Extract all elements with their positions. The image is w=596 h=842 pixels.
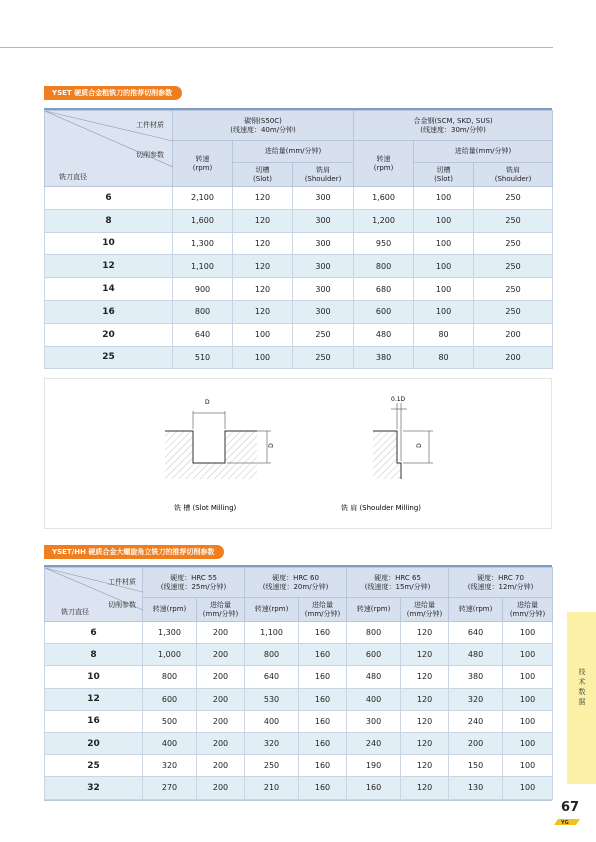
value-cell: 250 — [474, 187, 553, 210]
diameter-cell: 25 — [45, 346, 173, 369]
diameter-cell: 25 — [45, 755, 143, 777]
value-cell: 800 — [173, 300, 233, 323]
diameter-cell: 12 — [45, 688, 143, 710]
table-row — [45, 622, 553, 644]
feed-unit: (mm/分钟) — [406, 609, 443, 618]
table-row — [45, 710, 553, 732]
rpm-header: 转速(rpm) — [449, 598, 503, 622]
shoulder-header — [474, 163, 553, 187]
table-row — [45, 278, 553, 301]
value-cell: 800 — [143, 666, 197, 688]
rpm-header: 转速(rpm) — [143, 598, 197, 622]
table-row — [45, 755, 553, 777]
value-cell: 240 — [449, 710, 503, 732]
value-cell: 250 — [474, 255, 553, 278]
value-cell: 100 — [233, 346, 293, 369]
value-cell: 600 — [347, 644, 401, 666]
group-name: 硬度：HRC 65 — [374, 573, 421, 582]
value-cell: 250 — [474, 209, 553, 232]
value-cell: 480 — [347, 666, 401, 688]
value-cell: 100 — [233, 323, 293, 346]
diameter-cell: 6 — [45, 187, 173, 210]
diameter-cell: 6 — [45, 622, 143, 644]
value-cell: 1,300 — [143, 622, 197, 644]
value-cell: 100 — [503, 710, 553, 732]
value-cell: 100 — [503, 732, 553, 754]
group-header-hrc65 — [347, 568, 449, 598]
group-header-alloy-steel — [354, 111, 553, 141]
value-cell: 200 — [197, 622, 245, 644]
slot-header — [414, 163, 474, 187]
diameter-cell: 16 — [45, 710, 143, 732]
feed-header: 进给量(mm/分钟) — [233, 141, 354, 163]
value-cell: 320 — [245, 732, 299, 754]
feed-unit: (mm/分钟) — [509, 609, 546, 618]
value-cell: 600 — [354, 300, 414, 323]
feed-header — [299, 598, 347, 622]
slot-header — [233, 163, 293, 187]
slot-label: 切槽 — [436, 165, 451, 174]
group-speed: (线速度：25m/分钟) — [160, 582, 227, 591]
value-cell: 100 — [414, 300, 474, 323]
value-cell: 120 — [401, 710, 449, 732]
rpm-header — [173, 141, 233, 187]
slot-caption: 铣 槽 (Slot Milling) — [174, 504, 237, 512]
value-cell: 400 — [143, 732, 197, 754]
rpm-label: 转速 — [195, 154, 210, 163]
value-cell: 120 — [233, 209, 293, 232]
value-cell: 130 — [449, 777, 503, 799]
group-header-hrc60 — [245, 568, 347, 598]
value-cell: 250 — [293, 323, 354, 346]
value-cell: 80 — [414, 346, 474, 369]
slot-label: 切槽 — [255, 165, 270, 174]
diameter-cell: 12 — [45, 255, 173, 278]
table-row — [45, 300, 553, 323]
value-cell: 250 — [293, 346, 354, 369]
table-row — [45, 732, 553, 754]
feed-header: 进给量(mm/分钟) — [414, 141, 553, 163]
group-speed: (线速度：12m/分钟) — [467, 582, 534, 591]
value-cell: 250 — [474, 300, 553, 323]
rpm-unit: (rpm) — [373, 163, 394, 172]
value-cell: 900 — [173, 278, 233, 301]
value-cell: 160 — [299, 644, 347, 666]
shoulder-caption: 铣 肩 (Shoulder Milling) — [341, 504, 422, 512]
value-cell: 120 — [233, 255, 293, 278]
slot-width-label: D — [205, 399, 210, 406]
value-cell: 1,600 — [354, 187, 414, 210]
value-cell: 120 — [401, 622, 449, 644]
value-cell: 200 — [197, 755, 245, 777]
value-cell: 100 — [503, 755, 553, 777]
value-cell: 250 — [474, 278, 553, 301]
group-name: 碳钢(S50C) — [244, 116, 282, 125]
section1-table — [44, 110, 553, 369]
value-cell: 380 — [354, 346, 414, 369]
diameter-cell: 10 — [45, 666, 143, 688]
corner-params: 切削参数 — [136, 151, 164, 159]
table-row — [45, 323, 553, 346]
table-row — [45, 346, 553, 369]
value-cell: 480 — [354, 323, 414, 346]
corner-header — [45, 568, 143, 622]
table-row — [45, 688, 553, 710]
value-cell: 300 — [293, 209, 354, 232]
value-cell: 1,000 — [143, 644, 197, 666]
section2-title: YSET/HH 硬质合金大螺旋角立铣刀的推荐切削参数 — [44, 545, 224, 559]
slot-en: (Slot) — [253, 174, 272, 183]
group-name: 硬度：HRC 70 — [477, 573, 524, 582]
value-cell: 100 — [503, 622, 553, 644]
value-cell: 300 — [293, 278, 354, 301]
feed-unit: (mm/分钟) — [202, 609, 239, 618]
group-name: 合金钢(SCM, SKD, SUS) — [413, 116, 493, 125]
value-cell: 400 — [245, 710, 299, 732]
group-name: 硬度：HRC 55 — [170, 573, 217, 582]
diameter-cell: 14 — [45, 278, 173, 301]
corner-material: 工件材质 — [108, 578, 136, 586]
value-cell: 1,100 — [173, 255, 233, 278]
group-speed: (线速度：40m/分钟) — [230, 125, 296, 134]
shoulder-depth-label: D — [415, 443, 423, 448]
value-cell: 320 — [449, 688, 503, 710]
feed-label: 进给量 — [517, 600, 539, 609]
rpm-header: 转速(rpm) — [245, 598, 299, 622]
value-cell: 80 — [414, 323, 474, 346]
feed-label: 进给量 — [210, 600, 231, 609]
corner-diameter: 铣刀直径 — [61, 608, 89, 616]
value-cell: 200 — [197, 710, 245, 732]
rpm-label: 转速 — [376, 154, 391, 163]
shoulder-milling-drawing — [373, 403, 433, 479]
side-tab-label: 技术数据 — [578, 668, 586, 708]
value-cell: 1,600 — [173, 209, 233, 232]
value-cell: 160 — [347, 777, 401, 799]
table-row — [45, 777, 553, 799]
shoulder-width-label: 0.1D — [391, 396, 406, 403]
value-cell: 300 — [293, 300, 354, 323]
value-cell: 200 — [197, 666, 245, 688]
value-cell: 1,300 — [173, 232, 233, 255]
value-cell: 100 — [503, 644, 553, 666]
value-cell: 640 — [173, 323, 233, 346]
shoulder-en: (Shoulder) — [494, 174, 532, 183]
group-header-hrc70 — [449, 568, 553, 598]
diameter-cell: 8 — [45, 644, 143, 666]
value-cell: 160 — [299, 666, 347, 688]
value-cell: 500 — [143, 710, 197, 732]
shoulder-label: 铣肩 — [316, 165, 331, 174]
value-cell: 300 — [293, 232, 354, 255]
value-cell: 300 — [347, 710, 401, 732]
diameter-cell: 20 — [45, 323, 173, 346]
slot-en: (Slot) — [434, 174, 453, 183]
value-cell: 480 — [449, 644, 503, 666]
table-row — [45, 232, 553, 255]
group-name: 硬度：HRC 60 — [272, 573, 319, 582]
value-cell: 800 — [354, 255, 414, 278]
section1-table-panel — [44, 108, 552, 368]
value-cell: 200 — [449, 732, 503, 754]
value-cell: 950 — [354, 232, 414, 255]
value-cell: 190 — [347, 755, 401, 777]
value-cell: 510 — [173, 346, 233, 369]
diameter-cell: 16 — [45, 300, 173, 323]
value-cell: 120 — [401, 688, 449, 710]
value-cell: 120 — [233, 300, 293, 323]
value-cell: 120 — [233, 187, 293, 210]
value-cell: 160 — [299, 622, 347, 644]
value-cell: 200 — [197, 777, 245, 799]
diameter-cell: 10 — [45, 232, 173, 255]
value-cell: 120 — [401, 732, 449, 754]
value-cell: 200 — [197, 732, 245, 754]
value-cell: 100 — [503, 688, 553, 710]
group-header-hrc55 — [143, 568, 245, 598]
value-cell: 100 — [414, 187, 474, 210]
value-cell: 800 — [347, 622, 401, 644]
value-cell: 800 — [245, 644, 299, 666]
feed-label: 进给量 — [414, 600, 436, 609]
value-cell: 210 — [245, 777, 299, 799]
value-cell: 300 — [293, 255, 354, 278]
group-speed: (线速度：30m/分钟) — [420, 125, 486, 134]
shoulder-en: (Shoulder) — [304, 174, 342, 183]
section2-table — [44, 567, 553, 800]
corner-params: 切削参数 — [108, 601, 136, 609]
shoulder-label: 铣肩 — [506, 165, 521, 174]
value-cell: 100 — [503, 777, 553, 799]
value-cell: 160 — [299, 732, 347, 754]
value-cell: 120 — [233, 278, 293, 301]
group-speed: (线速度：15m/分钟) — [364, 582, 431, 591]
value-cell: 160 — [299, 755, 347, 777]
table-row — [45, 644, 553, 666]
value-cell: 2,100 — [173, 187, 233, 210]
value-cell: 100 — [414, 278, 474, 301]
rpm-header: 转速(rpm) — [347, 598, 401, 622]
rpm-unit: (rpm) — [192, 163, 213, 172]
value-cell: 530 — [245, 688, 299, 710]
value-cell: 150 — [449, 755, 503, 777]
slot-depth-label: D — [267, 443, 275, 448]
feed-header — [503, 598, 553, 622]
value-cell: 100 — [414, 232, 474, 255]
value-cell: 120 — [401, 777, 449, 799]
value-cell: 240 — [347, 732, 401, 754]
group-header-carbon-steel — [173, 111, 354, 141]
value-cell: 200 — [474, 323, 553, 346]
value-cell: 200 — [197, 644, 245, 666]
feed-label: 进给量 — [312, 600, 334, 609]
value-cell: 640 — [245, 666, 299, 688]
table-row — [45, 209, 553, 232]
value-cell: 120 — [401, 644, 449, 666]
value-cell: 1,100 — [245, 622, 299, 644]
milling-diagram-panel — [44, 378, 552, 529]
diameter-cell: 8 — [45, 209, 173, 232]
value-cell: 120 — [401, 666, 449, 688]
value-cell: 100 — [503, 666, 553, 688]
value-cell: 160 — [299, 688, 347, 710]
rpm-header — [354, 141, 414, 187]
value-cell: 100 — [414, 255, 474, 278]
feed-unit: (mm/分钟) — [304, 609, 341, 618]
value-cell: 160 — [299, 777, 347, 799]
value-cell: 1,200 — [354, 209, 414, 232]
value-cell: 270 — [143, 777, 197, 799]
section2-table-panel — [44, 565, 552, 801]
brand-logo-icon — [552, 818, 582, 826]
group-speed: (线速度：20m/分钟) — [262, 582, 329, 591]
value-cell: 680 — [354, 278, 414, 301]
svg-text:YG: YG — [561, 820, 569, 826]
table-row — [45, 255, 553, 278]
value-cell: 300 — [293, 187, 354, 210]
diameter-cell: 32 — [45, 777, 143, 799]
corner-material: 工件材质 — [136, 121, 164, 129]
value-cell: 200 — [197, 688, 245, 710]
value-cell: 640 — [449, 622, 503, 644]
slot-milling-drawing — [165, 411, 271, 479]
value-cell: 380 — [449, 666, 503, 688]
value-cell: 160 — [299, 710, 347, 732]
corner-header — [45, 111, 173, 187]
corner-diameter: 铣刀直径 — [59, 173, 87, 181]
value-cell: 250 — [245, 755, 299, 777]
table-row — [45, 666, 553, 688]
value-cell: 250 — [474, 232, 553, 255]
feed-header — [197, 598, 245, 622]
value-cell: 120 — [233, 232, 293, 255]
value-cell: 400 — [347, 688, 401, 710]
corner-diagonals — [45, 568, 143, 622]
value-cell: 120 — [401, 755, 449, 777]
page-number: 67 — [561, 800, 580, 815]
header-rule — [0, 47, 553, 48]
value-cell: 320 — [143, 755, 197, 777]
section1-title: YSET 硬质合金粗铣刀的推荐切削参数 — [44, 86, 182, 100]
diameter-cell: 20 — [45, 732, 143, 754]
feed-header — [401, 598, 449, 622]
shoulder-header — [293, 163, 354, 187]
value-cell: 200 — [474, 346, 553, 369]
milling-diagram — [45, 379, 553, 530]
value-cell: 100 — [414, 209, 474, 232]
value-cell: 600 — [143, 688, 197, 710]
